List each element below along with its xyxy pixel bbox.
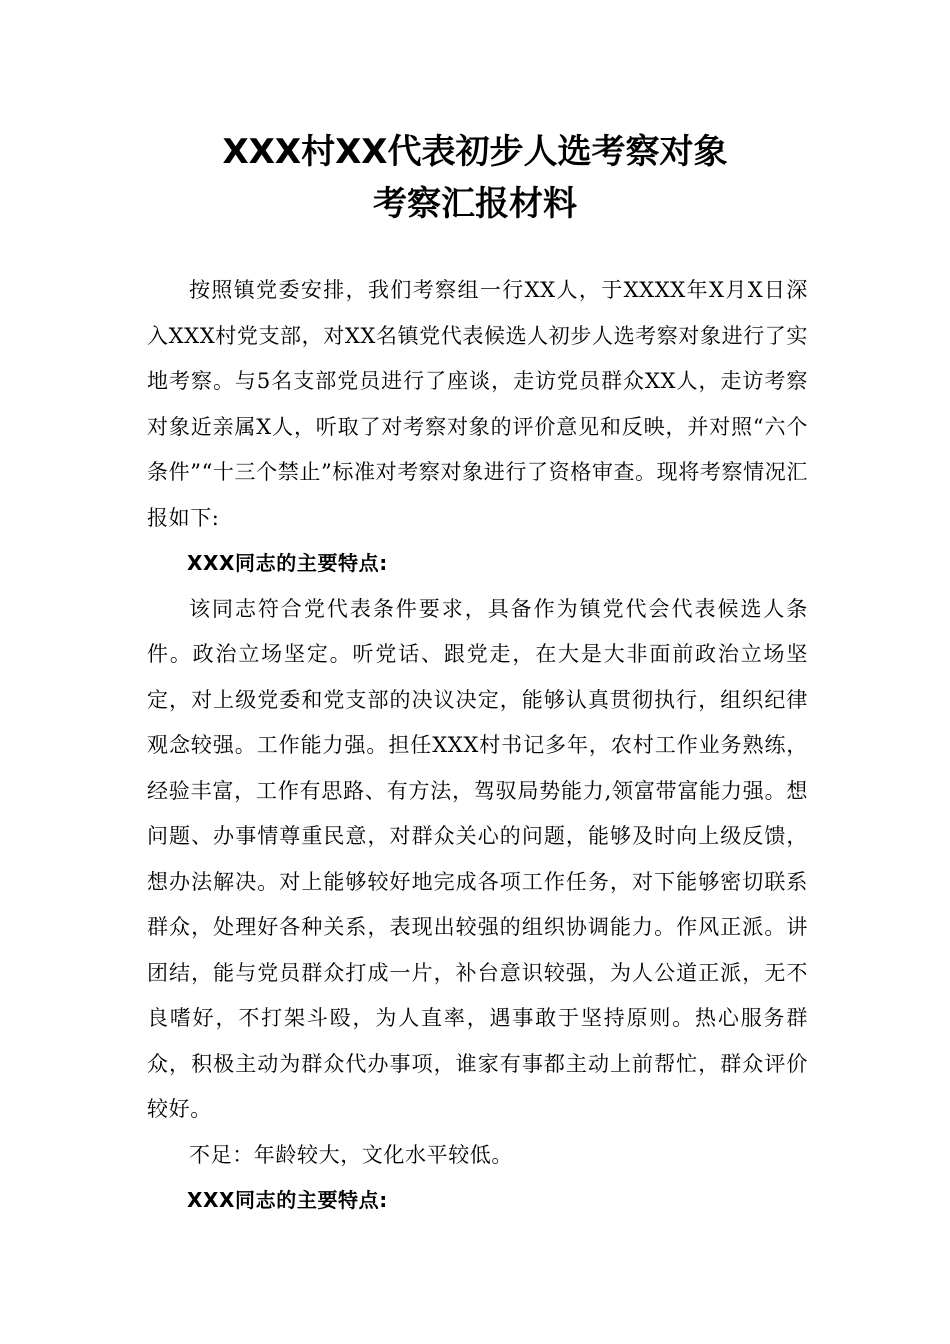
document-title-line1: XXX村XX代表初步人选考察对象 xyxy=(222,132,728,172)
shortcomings-paragraph: 不足：年龄较大，文化水平较低。 xyxy=(189,1142,513,1167)
section-heading-2: XXX同志的主要特点: xyxy=(187,1188,388,1212)
document-body xyxy=(147,268,808,1224)
document-title-line2: 考察汇报材料 xyxy=(373,184,577,224)
section-heading-1: XXX同志的主要特点: xyxy=(187,551,388,575)
intro-paragraph: 按照镇党委安排，我们考察组一行XX人，于XXXX年X月X日深入XXX村党支部，对XX名镇党代表候选人初步人选考察对象进行了实地考察。与5名支部党员进行了座谈，走访党员群众XX人，走访考察对象近亲属X人，听取了对考察对象的评价意见和反映，并对照“六个条件”“十三个禁止”标准对考察对象进行了资格审查。现将考察情况汇报如下: xyxy=(147,278,808,530)
evaluation-paragraph: 该同志符合党代表条件要求，具备作为镇党代会代表候选人条件。政治立场坚定。听党话、跟党走，在大是大非面前政治立场坚定，对上级党委和党支部的决议决定，能够认真贯彻执行，组织纪律观念较强。工作能力强。担任XXX村书记多年，农村工作业务熟练，经验丰富，工作有思路、有方法，驾驭局势能力,领富带富能力强。想问题、办事情尊重民意，对群众关心的问题，能够及时向上级反馈，想办法解决。对上能够较好地完成各项工作任务，对下能够密切联系群众，处理好各种关系，表现出较强的组织协调能力。作风正派。讲团结，能与党员群众打成一片，补台意识较强，为人公道正派，无不良嗜好，不打架斗殴，为人直率，遇事敢于坚持原则。热心服务群众，积极主动为群众代办事项，谁家有事都主动上前帮忙，群众评价较好。 xyxy=(147,596,808,1121)
